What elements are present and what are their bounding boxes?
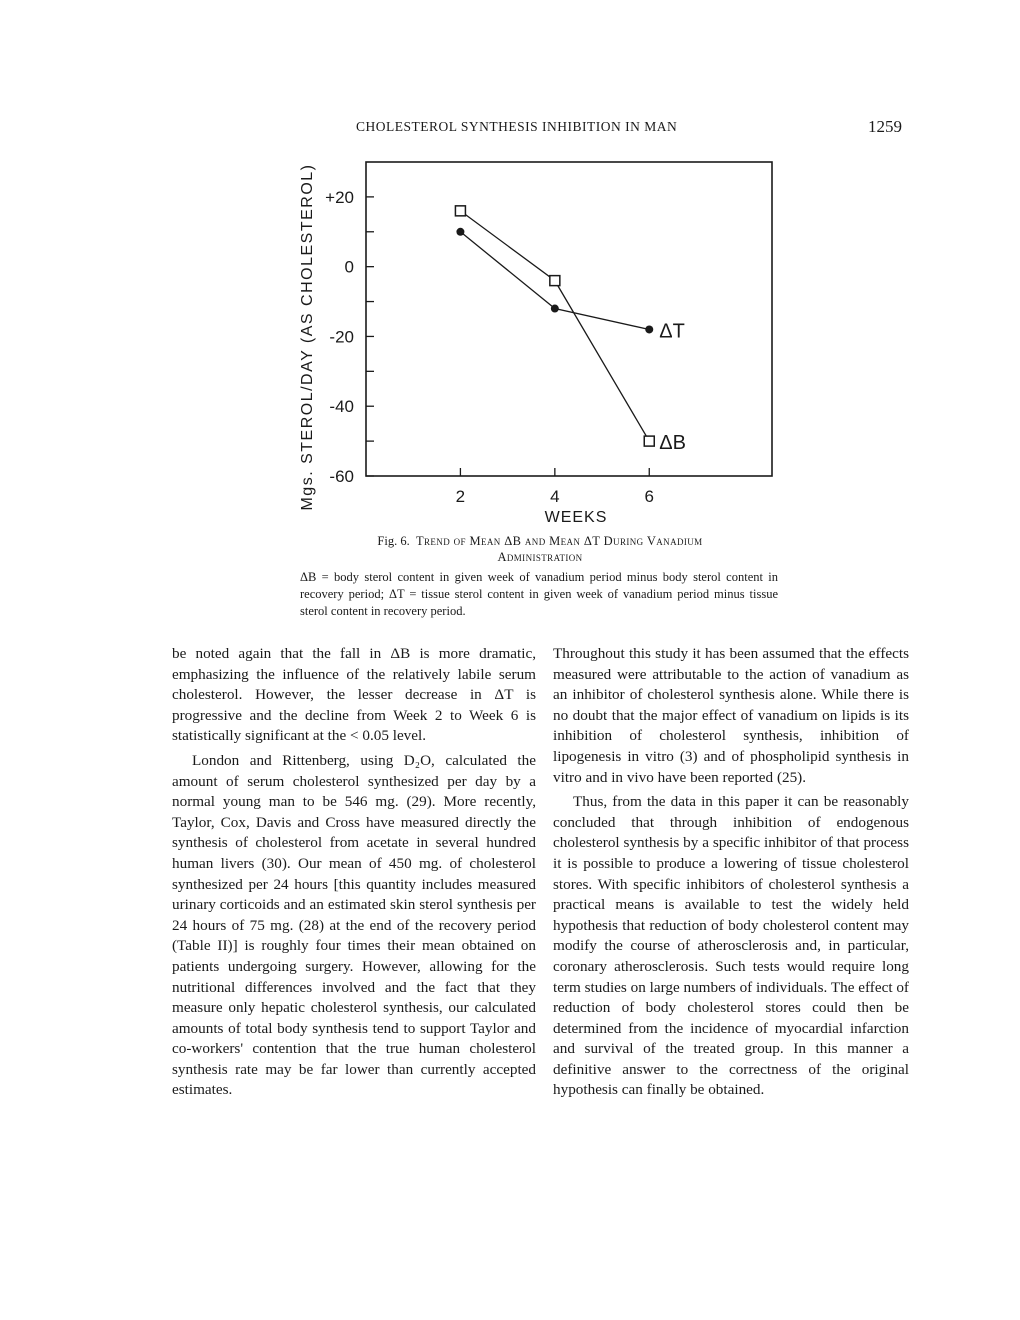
plot-frame [366,162,772,476]
body-column-left [172,644,536,1101]
plot-layer [325,162,772,506]
figure-number: Fig. 6. [377,534,410,548]
x-tick-label: 4 [550,487,560,506]
delta-b-point [644,436,654,446]
figure-legend-note: ΔB = body sterol content in given week of vanadium period minus body sterol content in recovery period; ΔT = tissue sterol content in given week of vanadium period minus tissue sterol content in recovery period. [300,570,778,618]
page-number: 1259 [868,117,902,136]
caption-line-1 [300,533,780,549]
figure-title-line2: Administration [497,550,583,564]
delta-t-point [645,325,653,333]
body-column-right [553,644,909,1101]
delta-b-point [550,276,560,286]
y-tick-label: -20 [329,327,354,347]
y-tick-label: -40 [329,397,354,417]
running-head-title: CHOLESTEROL SYNTHESIS INHIBITION IN MAN [356,119,678,134]
x-axis-label: WEEKS [544,509,608,526]
delta-b-label: ΔB [659,432,686,455]
paragraph: London and Rittenberg, using D₂O, calculated the amount of serum cholesterol synthesized per day by a normal young man to be 546 mg. (29). More recently, Taylor, Cox, Davis and Cross have measured directly the synthesis of cholesterol from acetate in several hundred human livers (30). Our mean of 450 mg. of cholesterol synthesized per 24 hours [this quantity includes measured urinary corticoids and an estimated skin sterol synthesis per 24 hours of 75 mg. (28) at the end of the recovery period (Table II)] is roughly four times their mean obtained on patients undergoing surgery. However, allowing for the nutritional differences involved and the fact that they measure only hepatic cholesterol synthesis, our calculated amounts of total body synthesis tend to support Taylor and co-workers' contention that the true human cholesterol synthesis rate may be far lower than currently accepted estimates. [172,751,536,1099]
figure-title-line1: Trend of Mean ΔB and Mean ΔT During Vanadium [415,534,703,548]
delta-t-label: ΔT [659,320,685,343]
delta-b-point [455,206,465,216]
delta-t-point [456,228,464,236]
x-tick-label: 6 [644,487,654,506]
figure-6-chart [270,150,790,530]
delta-t-point [551,305,559,313]
delta-b-series-line [460,211,649,441]
y-axis-label: Mgs. STEROL/DAY (AS CHOLESTEROL) [299,163,316,511]
y-tick-label: +20 [325,187,354,207]
y-tick-label: -60 [329,467,354,486]
paragraph: Thus, from the data in this paper it can be reasonably concluded that through inhibition of endogenous cholesterol synthesis by a specific inhibitor of that process it is possible to produce a lowering of tissue cholesterol stores. With specific inhibitors of cholesterol synthesis a practical means is available to test the widely held hypothesis that reduction of body cholesterol content may modify the course of atherosclerosis and, in particular, coronary atherosclerosis. Such tests would require long term studies on large numbers of individuals. The effect of reduction of body cholesterol stores could then be determined from the incidence of myocardial infarction and survival of the treated group. In this manner a definitive answer to the correctness of the original hypothesis can finally be obtained. [553,793,909,1099]
paragraph: be noted again that the fall in ΔB is more dramatic, emphasizing the influence of the relatively labile serum cholesterol. However, the lesser decrease in ΔT is progressive and the decline from Week 2 to Week 6 is statistically significant at the < 0.05 level. [172,645,536,745]
paragraph: Throughout this study it has been assumed that the effects measured were attributable to the action of vanadium as an inhibitor of cholesterol synthesis alone. While there is no doubt that the major effect of vanadium on lipids is its inhibition of cholesterol synthesis, inhibition of lipogenesis in vitro (3) and of phospholipid synthesis in vitro and in vivo have been reported (25). [553,645,909,786]
y-tick-label: 0 [344,257,354,277]
x-tick-label: 2 [455,487,466,506]
figure-caption [300,533,780,565]
